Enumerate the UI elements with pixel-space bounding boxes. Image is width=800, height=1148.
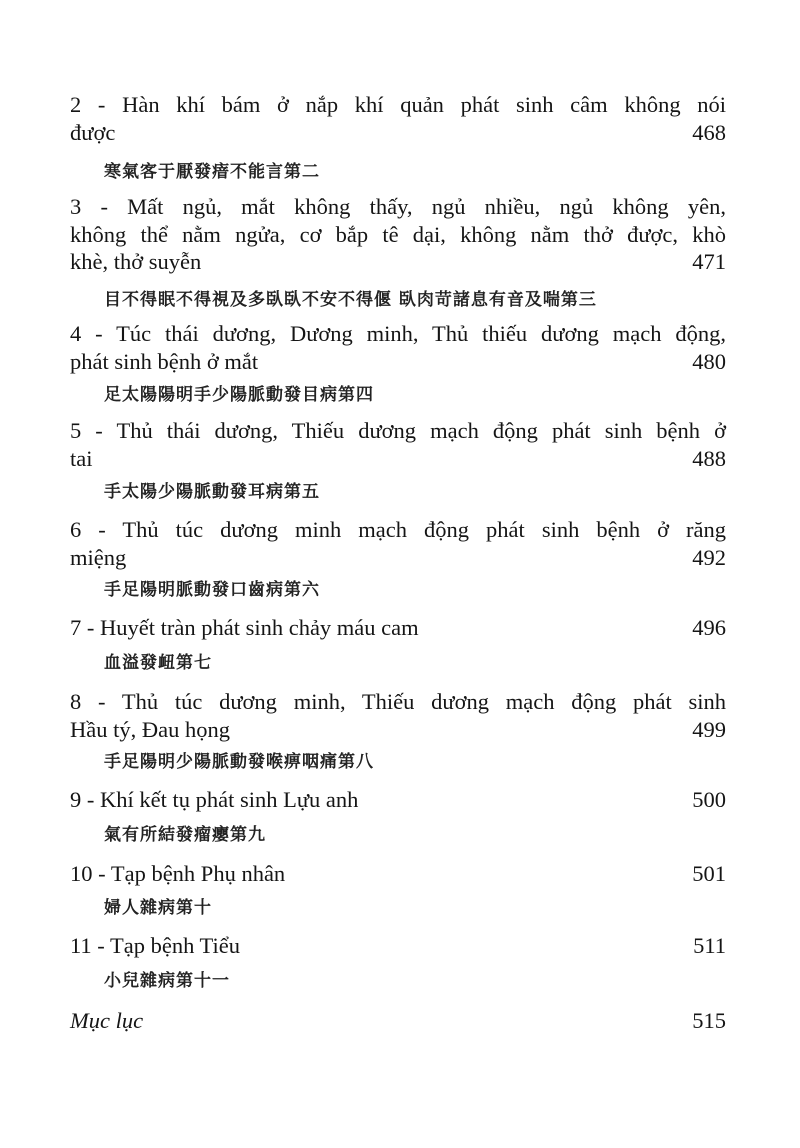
toc-entry-title-line: 8 - Thủ túc dương minh, Thiếu dương mạch động phát sinh (70, 689, 726, 714)
toc-entry-title-line: 11 - Tạp bệnh Tiểu (70, 933, 241, 958)
toc-entry-title-line: không thể nằm ngửa, cơ bắp tê dại, không nằm thở được, khò (70, 221, 726, 247)
toc-entry-title-line: 4 - Túc thái dương, Dương minh, Thủ thiếu dương mạch động, (70, 321, 726, 346)
toc-entry-page-number: 496 (692, 615, 726, 640)
toc-entry-title-line: tai (70, 445, 93, 471)
toc-entry-title-line: 3 - Mất ngủ, mắt không thấy, ngủ nhiều, ngủ không yên, (70, 194, 726, 219)
toc-entry-title-line: 6 - Thủ túc dương minh mạch động phát sinh bệnh ở răng (70, 517, 726, 542)
toc-entry-title-line: 2 - Hàn khí bám ở nắp khí quản phát sinh câm không nói (70, 92, 726, 117)
toc-entry-title-line: Hầu tý, Đau họng (70, 716, 230, 742)
toc-entry-chinese-title: 氣有所結發瘤癭第九 (104, 825, 266, 845)
toc-entry-chinese-title: 手足陽明少陽脈動發喉痹咽痛第八 (104, 752, 374, 772)
toc-entry-chinese-title: 足太陽陽明手少陽脈動發目病第四 (104, 385, 374, 405)
toc-entry-chinese-title: 手足陽明脈動發口齒病第六 (104, 580, 320, 600)
toc-entry-title-line: 7 - Huyết tràn phát sinh chảy máu cam (70, 615, 419, 640)
toc-entry-chinese-title: 小兒雜病第十一 (104, 971, 230, 991)
toc-entry-title-line: phát sinh bệnh ở mắt (70, 348, 259, 374)
toc-entry-page-number: 471 (692, 249, 726, 274)
toc-entry-title-line: 5 - Thủ thái dương, Thiếu dương mạch động phát sinh bệnh ở (70, 418, 726, 443)
toc-entry-chinese-title: 寒氣客于厭發瘖不能言第二 (104, 162, 320, 182)
toc-entry-page-number: 492 (692, 544, 726, 570)
toc-entry-page-number: 480 (692, 348, 726, 374)
toc-entry-chinese-title: 血溢發衄第七 (104, 653, 212, 673)
toc-entry-chinese-title: 手太陽少陽脈動發耳病第五 (104, 482, 320, 502)
toc-entry-title-line: 10 - Tạp bệnh Phụ nhân (70, 861, 286, 886)
toc-entry-page-number: 511 (693, 933, 726, 958)
toc-entry-chinese-title: 目不得眠不得視及多臥臥不安不得偃 臥肉苛諸息有音及喘第三 (104, 290, 597, 310)
toc-entry-chinese-title: 婦人雜病第十 (104, 898, 212, 918)
toc-entry-title-line: 9 - Khí kết tụ phát sinh Lựu anh (70, 787, 359, 812)
toc-entry-page-number: 468 (692, 119, 726, 145)
toc-footer-label: Mục lục (70, 1008, 144, 1033)
toc-entry-page-number: 500 (692, 787, 726, 812)
toc-entry-title-line: miệng (70, 544, 127, 570)
toc-entry-page-number: 499 (692, 716, 726, 742)
toc-entry-page-number: 488 (692, 445, 726, 471)
toc-entry-page-number: 501 (692, 861, 726, 886)
toc-footer-page: 515 (692, 1008, 726, 1033)
toc-entry-title-line: được (70, 119, 116, 145)
toc-entry-title-line: khè, thở suyễn (70, 249, 202, 274)
